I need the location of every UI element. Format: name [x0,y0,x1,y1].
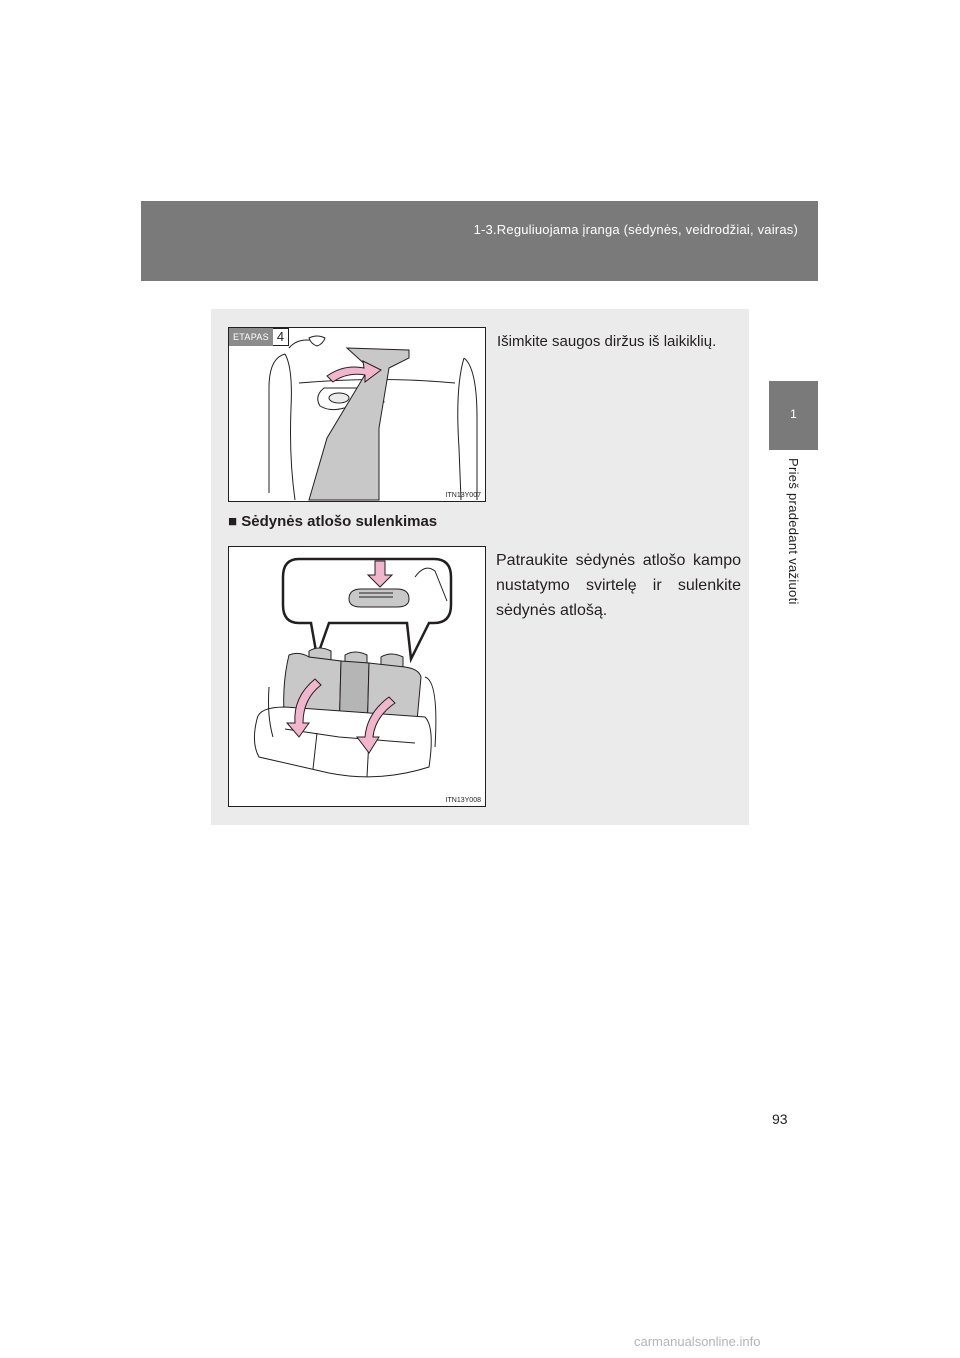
step-4-instruction: Išimkite saugos diržus iš laikiklių. [497,333,717,350]
figure-code: ITN13Y008 [445,797,481,804]
chapter-side-label: Prieš pradedant važiuoti [786,458,801,605]
section-heading-text: Sėdynės atlošo sulenkimas [241,513,438,530]
chapter-title: 1-3.Reguliuojama įranga (sėdynės, veidrodžiai, vairas) [473,222,798,237]
section-instruction: Patraukite sėdynės atlošo kampo nustatymo svirtelę ir sulenkite sėdynės atlošą. [496,552,741,619]
seatbelt-illustration [228,327,486,502]
page-number: 93 [772,1111,788,1127]
chapter-header [141,201,818,281]
watermark: carmanualsonline.info [634,1334,761,1349]
figure-code: ITN13Y007 [445,492,481,499]
section-bullet-icon: ■ [228,513,238,530]
seatbelt-drawing [229,328,485,501]
seatback-drawing [229,547,485,806]
chapter-tab [769,381,818,450]
step-badge [229,328,289,346]
step-word: ETAPAS [229,328,273,346]
step-number: 4 [273,328,289,346]
seatback-fold-illustration [228,546,486,807]
section-heading [228,513,437,530]
chapter-number: 1 [790,407,797,421]
